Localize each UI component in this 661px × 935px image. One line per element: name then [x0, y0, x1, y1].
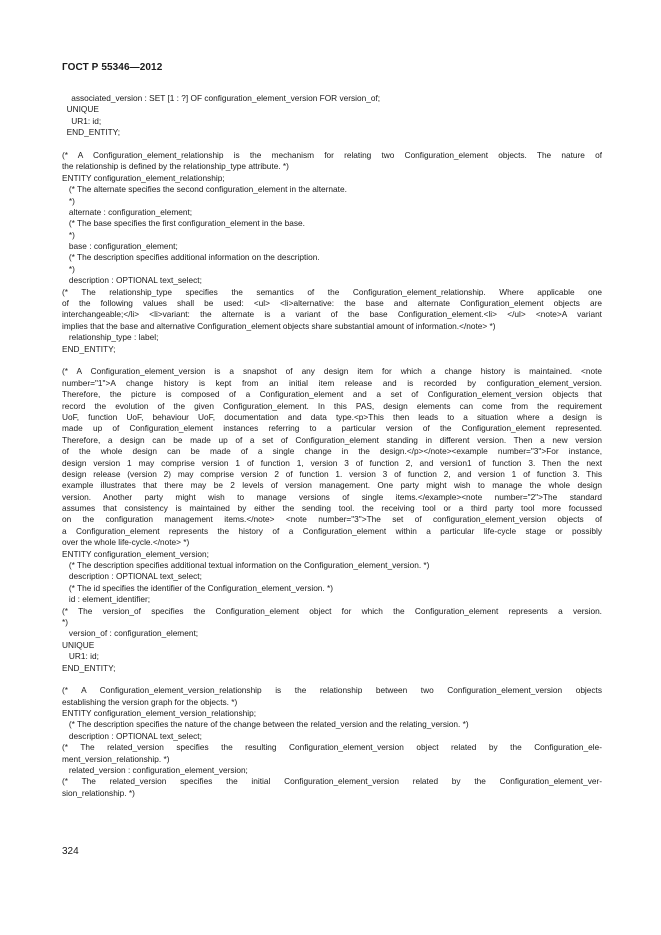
text-line: ENTITY configuration_element_version;	[62, 548, 209, 559]
text-line: END_ENTITY;	[62, 662, 116, 673]
text-line: description : OPTIONAL text_select;	[62, 275, 202, 286]
text-line: interchangeable;</li> <li>variant: the alternate is a variant of the base Configuration_element.<li> </ul> <note>A variant	[62, 309, 602, 320]
text-line: assumes that consistency is maintained by either the sending tool. the receiving tool or a third party tool more focussed	[62, 503, 602, 514]
text-line: a Configuration_element represents the history of a Configuration_element within a particular life-cycle stage or possibly	[62, 525, 602, 536]
text-line: ment_version_relationship. *)	[62, 753, 170, 764]
text-line: alternate : configuration_element;	[62, 206, 193, 217]
text-line: description : OPTIONAL text_select;	[62, 730, 202, 741]
page-number: 324	[62, 846, 79, 857]
text-line: UNIQUE	[62, 639, 95, 650]
document-body	[62, 93, 602, 799]
text-line: ENTITY configuration_element_relationship;	[62, 172, 225, 183]
text-line: establishing the version graph for the objects. *)	[62, 696, 238, 707]
text-line: *)	[62, 195, 75, 206]
text-line: on the configuration management items.</note> <note number="3">The set of configuration_element_version objects of	[62, 514, 602, 525]
text-line: base : configuration_element;	[62, 241, 178, 252]
text-line: (* The id specifies the identifier of the Configuration_element_version. *)	[62, 582, 334, 593]
text-line: (* A Configuration_element_version_relationship is the relationship between two Configuration_element_version objects	[62, 685, 602, 696]
text-line: record the evolution of the given Configuration_element. In this PAS, design elements can come from the requirement	[62, 400, 602, 411]
text-line: UR1: id;	[62, 115, 102, 126]
text-line: UR1: id;	[62, 651, 99, 662]
text-line: (* The related_version specifies the initial Configuration_element_version related by the Configuration_element_ver-	[62, 776, 602, 787]
text-line: design release (version 2) may comprise version 2 of function 1. version 3 of function 2, and version 1 of function 3. This	[62, 468, 602, 479]
text-line: id : element_identifier;	[62, 594, 151, 605]
text-line: END_ENTITY;	[62, 127, 121, 138]
text-line: *)	[62, 263, 75, 274]
text-line: Therefore, a design can be made up of a set of Configuration_element standing in different version. Then a new version	[62, 434, 602, 445]
text-line: made up of Configuration_element instances referring to a particular version of the Configuration_element represented.	[62, 423, 602, 434]
text-line: *)	[62, 616, 68, 627]
text-line: (* A Configuration_element_version is a snapshot of any design item for which a change history is maintained. <note	[62, 366, 602, 377]
text-line: ENTITY configuration_element_version_relationship;	[62, 708, 257, 719]
text-line: example illustrates that there may be 2 levels of version management. One party might wish to manage the whole design	[62, 480, 602, 491]
text-line: implies that the base and alternative Configuration_element objects share substantial amount of information.</note> *)	[62, 320, 496, 331]
text-line: over the whole life-cycle.</note> *)	[62, 537, 190, 548]
text-line: (* The relationship_type specifies the semantics of the Configuration_element_relationship. Where applicable one	[62, 286, 602, 297]
blank-line	[62, 674, 602, 685]
text-line: (* The description specifies additional information on the description.	[62, 252, 320, 263]
text-line: *)	[62, 229, 75, 240]
blank-line	[62, 355, 602, 366]
text-line: (* The description specifies additional textual information on the Configuration_element_version. *)	[62, 560, 430, 571]
text-line: END_ENTITY;	[62, 343, 116, 354]
text-line: the relationship is defined by the relationship_type attribute. *)	[62, 161, 289, 172]
document-header: ГОСТ Р 55346—2012	[62, 62, 163, 73]
text-line: of the whole design can be made of a single change in the design.</p></note><example number="3">For instance,	[62, 446, 602, 457]
text-line: UNIQUE	[62, 104, 99, 115]
text-line: related_version : configuration_element_version;	[62, 765, 248, 776]
text-line: Therefore, the picture is composed of a Configuration_element and a set of Configuration_element_version objects that	[62, 389, 602, 400]
text-line: number="1">A change history is kept from an initial item release and is recorded by configuration_element_version.	[62, 377, 602, 388]
text-line: relationship_type : label;	[62, 332, 159, 343]
text-line: (* The alternate specifies the second configuration_element in the alternate.	[62, 184, 347, 195]
text-line: associated_version : SET [1 : ?] OF configuration_element_version FOR version_of;	[62, 93, 381, 103]
text-line: (* A Configuration_element_relationship is the mechanism for relating two Configuration_element objects. The nature of	[62, 149, 602, 160]
text-line: (* The base specifies the first configuration_element in the base.	[62, 218, 305, 229]
text-line: version. Another party might wish to manage versions of single items.</example><note number="2">The standard	[62, 491, 602, 502]
blank-line	[62, 139, 602, 150]
text-line: description : OPTIONAL text_select;	[62, 571, 202, 582]
text-line: of the following values shall be used: <ul> <li>alternative: the base and alternate Configuration_element objects are	[62, 298, 602, 309]
text-line: (* The version_of specifies the Configuration_element object for which the Configuration_element represents a version.	[62, 605, 602, 616]
text-line: (* The description specifies the nature of the change between the related_version and the relating_version. *)	[62, 719, 469, 730]
text-line: sion_relationship. *)	[62, 787, 135, 798]
text-line: UoF, function UoF, behaviour UoF, documentation and data type.<p>This then leads to a situation where a design is	[62, 411, 602, 422]
text-line: version_of : configuration_element;	[62, 628, 199, 639]
text-line: design version 1 may comprise version 1 of function 1, version 3 of function 2, and version1 of function 3. Then the next	[62, 457, 602, 468]
text-line: (* The related_version specifies the resulting Configuration_element_version object related by the Configuration_ele-	[62, 742, 602, 753]
